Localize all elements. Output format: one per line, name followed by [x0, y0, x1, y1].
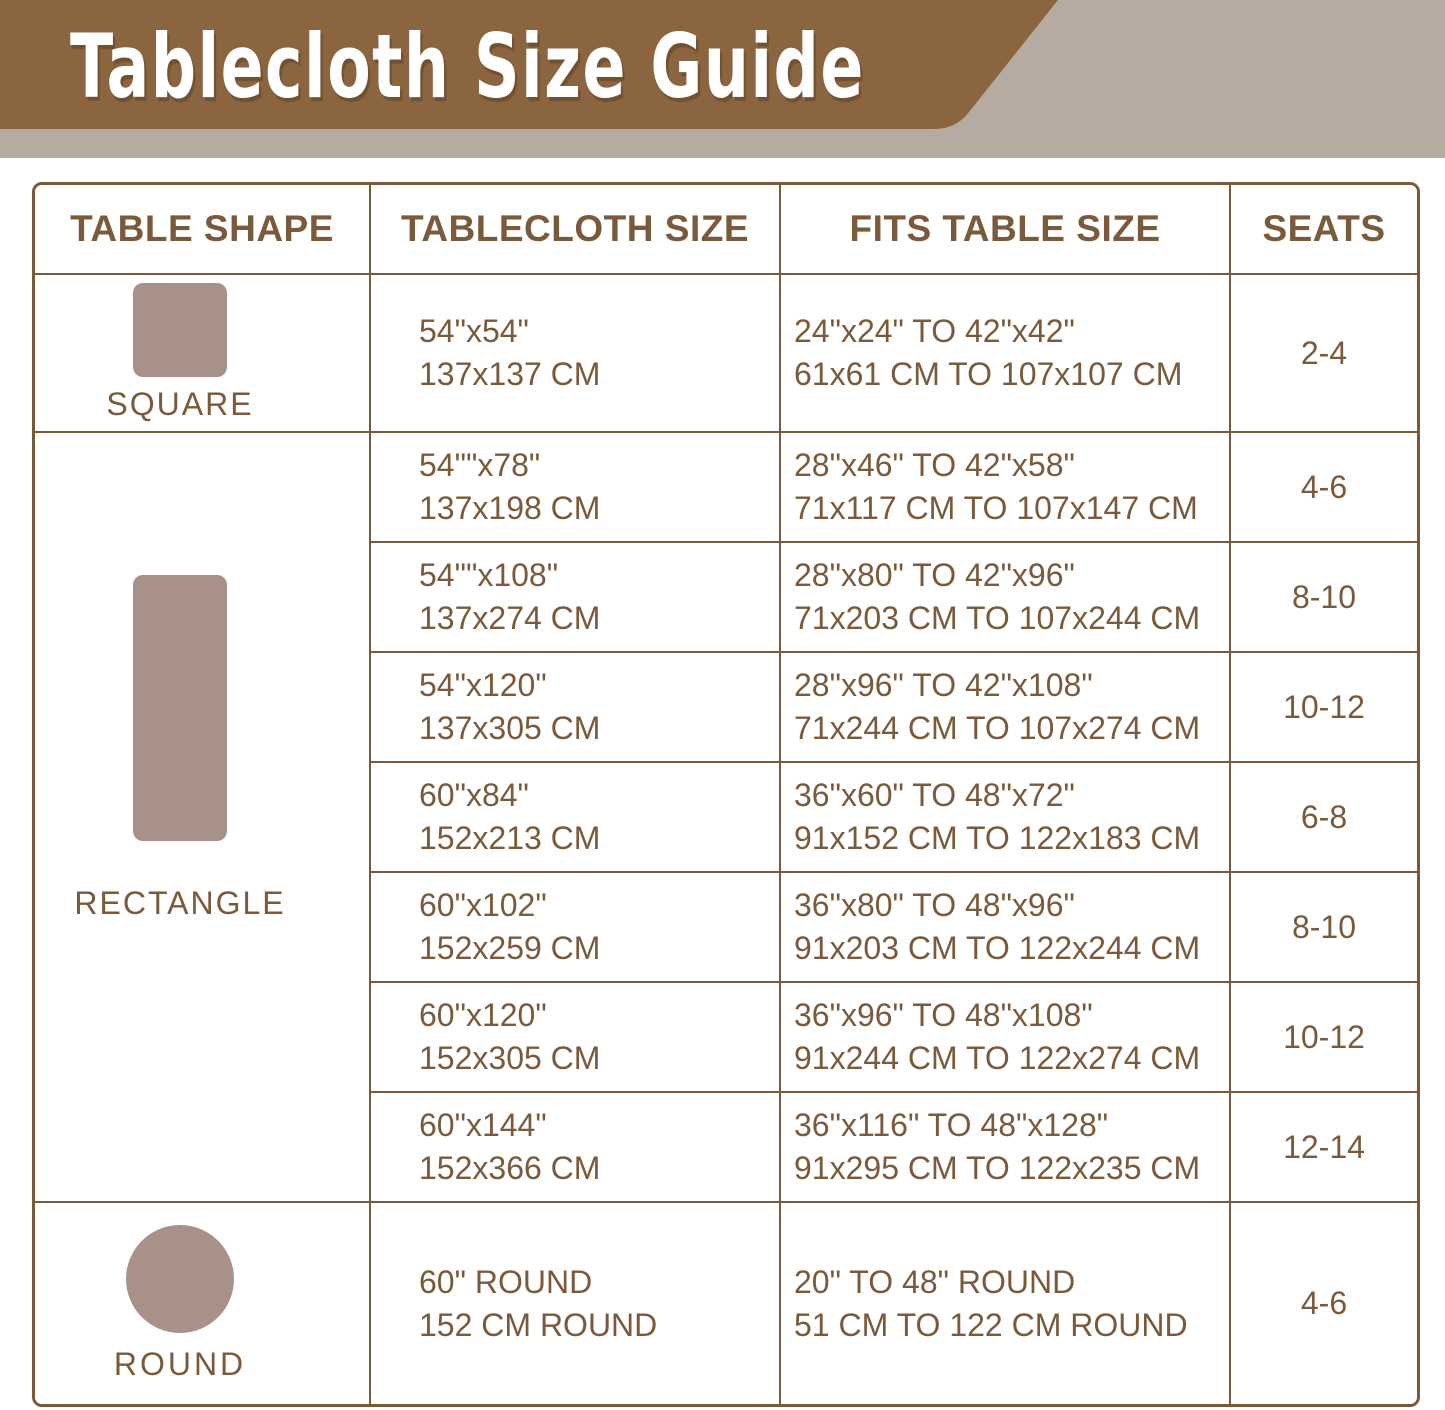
fits-size-inches: 28"x46" TO 42"x58": [794, 447, 1075, 483]
tablecloth-size-cm: 152x259 CM: [419, 930, 601, 966]
header-label-seats: SEATS: [1262, 208, 1386, 249]
tablecloth-size-inches: 54"x54": [419, 313, 529, 349]
tablecloth-size-cm: 137x137 CM: [419, 356, 601, 392]
tablecloth-size-cell: [371, 763, 781, 873]
fits-size-inches: 28"x80" TO 42"x96": [794, 557, 1075, 593]
seats-cell: [1231, 653, 1417, 763]
fits-size-cm: 91x203 CM TO 122x244 CM: [794, 930, 1201, 966]
fits-size-inches: 36"x116" TO 48"x128": [794, 1107, 1109, 1143]
fits-size-cm: 71x117 CM TO 107x147 CM: [794, 490, 1198, 526]
tablecloth-size-cell: [371, 873, 781, 983]
seats-value: 8-10: [1291, 578, 1357, 615]
seats-value: 4-6: [1300, 1285, 1348, 1321]
tablecloth-size-inches: 60" ROUND: [419, 1263, 593, 1300]
rectangle-shape-group: [74, 575, 285, 922]
seats-cell: [1231, 873, 1417, 983]
header-label-tablecloth-size: TABLECLOTH SIZE: [400, 208, 749, 249]
fits-size-inches: 36"x60" TO 48"x72": [794, 777, 1075, 813]
fits-size-cm: 91x295 CM TO 122x235 CM: [794, 1150, 1201, 1186]
tablecloth-size-cm: 137x305 CM: [419, 710, 601, 746]
seats-cell: [1231, 1093, 1417, 1203]
seats-value: 10-12: [1283, 1018, 1365, 1055]
fits-size-cm: 71x203 CM TO 107x244 CM: [794, 600, 1201, 636]
shape-cell-rectangle: [35, 433, 371, 1203]
tablecloth-size-cell: [371, 433, 781, 543]
fits-size-cm: 61x61 CM TO 107x107 CM: [794, 356, 1183, 392]
fits-size-inches: 24"x24" TO 42"x42": [794, 313, 1075, 349]
seats-value: 8-10: [1291, 908, 1357, 945]
fits-size-cm: 91x152 CM TO 122x183 CM: [794, 820, 1201, 856]
tablecloth-size-cell: [371, 653, 781, 763]
shape-label-square: SQUARE: [106, 386, 254, 422]
tablecloth-size-inches: 60"x144": [419, 1107, 547, 1143]
fits-size-inches: 36"x96" TO 48"x108": [794, 997, 1093, 1033]
tablecloth-size-cell: [371, 275, 781, 433]
header-cell-seats: [1231, 185, 1417, 275]
header-cell-tablecloth-size: [371, 185, 781, 275]
fits-size-cm: 51 CM TO 122 CM ROUND: [794, 1306, 1188, 1343]
fits-table-size-cell: [781, 983, 1231, 1093]
fits-table-size-cell: [781, 1093, 1231, 1203]
tablecloth-size-cm: 152x305 CM: [419, 1040, 601, 1076]
seats-cell: [1231, 1203, 1417, 1404]
tablecloth-size-cm: 152x366 CM: [419, 1150, 601, 1186]
seats-cell: [1231, 983, 1417, 1093]
seats-cell: [1231, 543, 1417, 653]
page-title: Tablecloth Size Guide: [70, 15, 865, 118]
tablecloth-size-cell: [371, 1203, 781, 1404]
seats-value: 6-8: [1300, 798, 1348, 835]
fits-table-size-cell: [781, 1203, 1231, 1404]
header-label-table-shape: TABLE SHAPE: [70, 208, 334, 249]
seats-cell: [1231, 433, 1417, 543]
shape-cell-square: [35, 275, 371, 433]
fits-table-size-cell: [781, 763, 1231, 873]
fits-table-size-cell: [781, 433, 1231, 543]
tablecloth-size-inches: 60"x120": [419, 997, 547, 1033]
header-band: [0, 0, 1445, 158]
square-shape-group: [106, 283, 253, 423]
seats-value: 10-12: [1283, 688, 1365, 725]
header-cell-table-shape: [35, 185, 371, 275]
fits-size-inches: 28"x96" TO 42"x108": [794, 667, 1093, 703]
seats-value: 2-4: [1300, 334, 1348, 371]
seats-value: 4-6: [1300, 468, 1348, 505]
fits-table-size-cell: [781, 873, 1231, 983]
shape-cell-round: [35, 1203, 371, 1404]
shape-label-round: ROUND: [113, 1345, 247, 1382]
square-shape-swatch: [133, 283, 227, 377]
shape-label-rectangle: RECTANGLE: [74, 885, 286, 921]
tablecloth-size-cm: 152x213 CM: [419, 820, 601, 856]
fits-table-size-cell: [781, 275, 1231, 433]
fits-size-cm: 71x244 CM TO 107x274 CM: [794, 710, 1201, 746]
tablecloth-size-inches: 54""x108": [419, 557, 559, 593]
tablecloth-size-cell: [371, 543, 781, 653]
header-label-fits-table-size: FITS TABLE SIZE: [849, 208, 1161, 249]
rectangle-shape-swatch: [133, 575, 227, 841]
tablecloth-size-inches: 60"x84": [419, 777, 529, 813]
tablecloth-size-inches: 60"x102": [419, 887, 547, 923]
tablecloth-size-cell: [371, 983, 781, 1093]
fits-size-inches: 36"x80" TO 48"x96": [794, 887, 1075, 923]
fits-size-inches: 20" TO 48" ROUND: [794, 1263, 1076, 1300]
seats-cell: [1231, 275, 1417, 433]
tablecloth-size-inches: 54""x78": [419, 447, 541, 483]
tablecloth-size-cm: 152 CM ROUND: [419, 1306, 658, 1343]
tablecloth-size-inches: 54"x120": [419, 667, 547, 703]
size-guide-table: [32, 182, 1420, 1407]
seats-value: 12-14: [1283, 1128, 1365, 1165]
round-shape-group: [114, 1225, 246, 1383]
header-cell-fits-table-size: [781, 185, 1231, 275]
seats-cell: [1231, 763, 1417, 873]
tablecloth-size-cm: 137x274 CM: [419, 600, 601, 636]
round-shape-swatch: [126, 1225, 234, 1333]
fits-size-cm: 91x244 CM TO 122x274 CM: [794, 1040, 1201, 1076]
fits-table-size-cell: [781, 653, 1231, 763]
fits-table-size-cell: [781, 543, 1231, 653]
tablecloth-size-cm: 137x198 CM: [419, 490, 601, 526]
tablecloth-size-cell: [371, 1093, 781, 1203]
